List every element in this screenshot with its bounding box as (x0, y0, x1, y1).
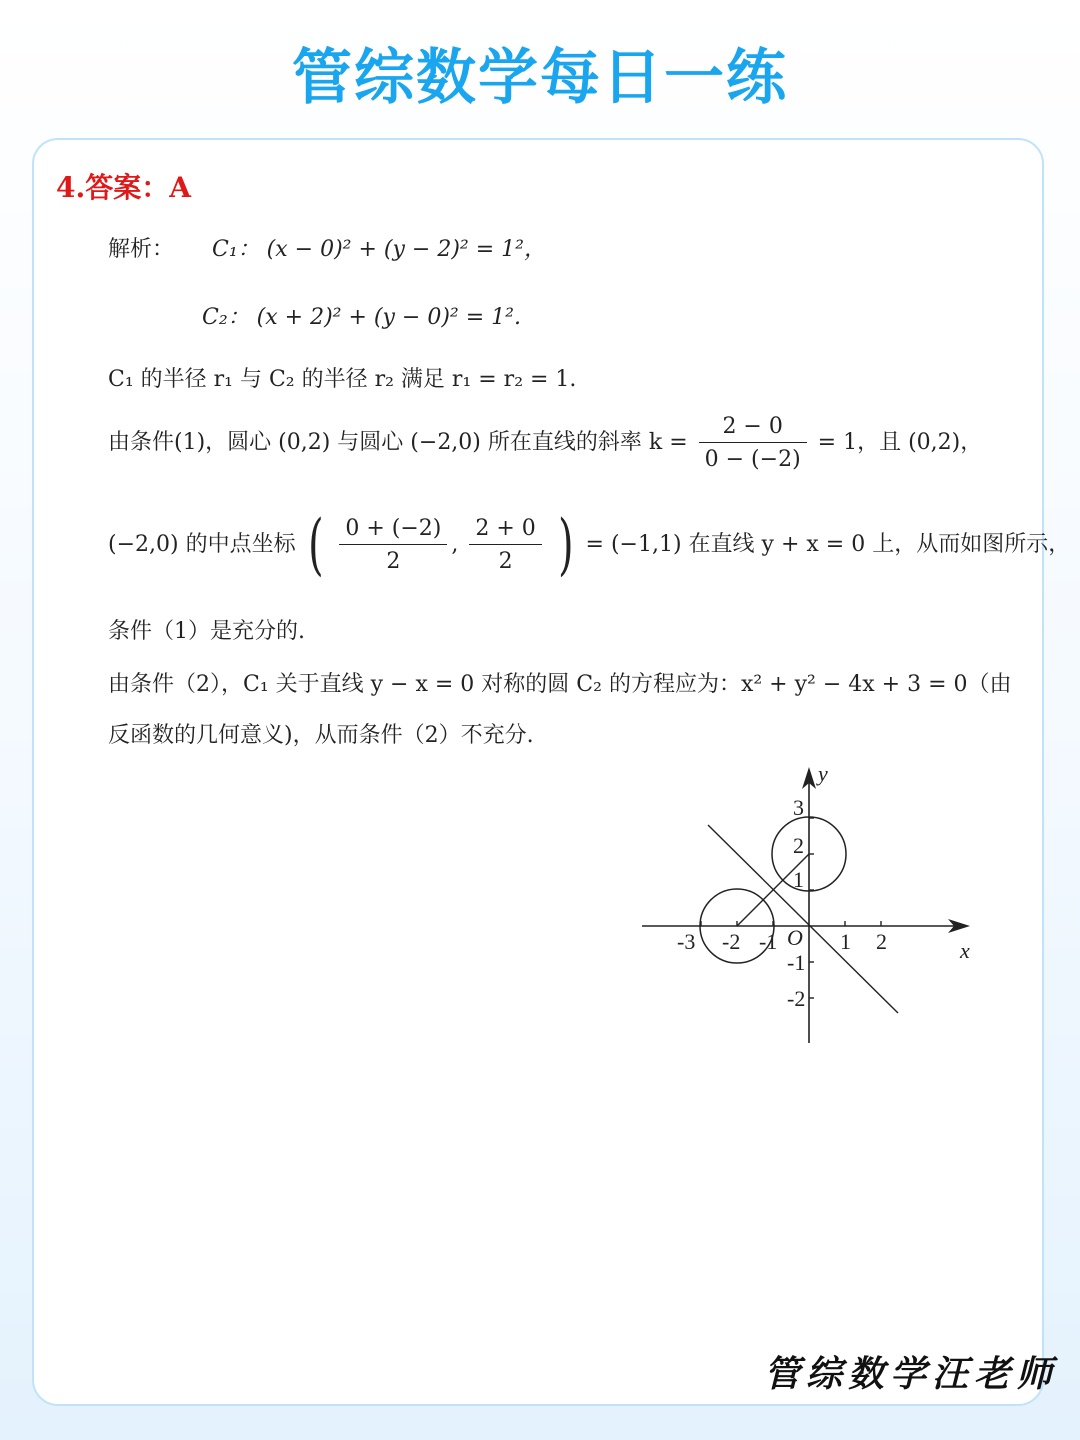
midpoint-y-numerator: 2 + 0 (469, 516, 541, 545)
condition1-text: 由条件(1)，圆心 (0,2) 与圆心 (−2,0) 所在直线的斜率 k = (108, 430, 688, 455)
midpoint-y-denominator: 2 (498, 549, 513, 574)
slope-denominator: 0 − (−2) (704, 447, 801, 472)
midpoint-x-numerator: 0 + (−2) (339, 516, 447, 545)
origin-label: O (787, 925, 803, 950)
y-tick-label-neg1: -1 (787, 950, 806, 975)
condition1-conclusion: 条件（1）是充分的. (108, 619, 305, 644)
midpoint-fraction-y (469, 516, 541, 574)
c2-label: C₂： (202, 305, 250, 330)
slope-fraction (699, 414, 807, 472)
x-tick-label-neg2: -2 (722, 929, 741, 954)
slope-numerator: 2 − 0 (699, 414, 807, 443)
author-signature: 管综数学汪老师 (764, 1353, 1059, 1395)
condition1-slope-line (108, 414, 982, 472)
coordinate-graph (630, 755, 990, 1055)
midpoint-x-denominator: 2 (386, 549, 401, 574)
x-tick-label-1: 1 (840, 929, 851, 954)
answer-label: 4.答案：A (56, 171, 191, 204)
condition2-line: 由条件（2），C₁ 关于直线 y − x = 0 对称的圆 C₂ 的方程应为：x² + y² − 4x + 3 = 0（由 (108, 672, 1012, 697)
solution-line-c1 (108, 232, 546, 263)
right-paren: ) (557, 506, 574, 583)
condition2-line-2: 反函数的几何意义)，从而条件（2）不充分. (108, 723, 534, 748)
condition1-text-end: = 1，且 (0,2)， (817, 430, 983, 455)
midpoint-fraction-x (339, 516, 447, 574)
midpoint-text-end: = (−1,1) 在直线 y + x = 0 上，从而如图所示， (585, 532, 1071, 557)
y-tick-label-3: 3 (793, 795, 804, 820)
x-tick-label-2: 2 (876, 929, 887, 954)
solution-intro: 解析： (108, 237, 175, 262)
x-tick-label-neg1: -1 (759, 929, 778, 954)
c1-equation: (x − 0)² + (y − 2)² = 1²， (266, 237, 546, 262)
y-tick-label-1: 1 (793, 867, 804, 892)
y-tick-label-2: 2 (793, 833, 804, 858)
x-tick-label-neg3: -3 (677, 929, 696, 954)
y-axis-label: y (818, 761, 828, 786)
c1-label: C₁： (212, 237, 260, 262)
page-title: 管综数学每日一练 (292, 43, 788, 113)
c2-equation: (x + 2)² + (y − 0)² = 1². (256, 305, 521, 330)
y-tick-label-neg2: -2 (787, 986, 806, 1011)
left-paren: ( (307, 506, 324, 583)
x-axis-label: x (960, 938, 970, 963)
radius-line: C₁ 的半径 r₁ 与 C₂ 的半径 r₂ 满足 r₁ = r₂ = 1. (108, 367, 577, 392)
solution-line-c2 (202, 300, 521, 331)
midpoint-line: (−2,0) 的中点坐标 ( $\frac{0 + (-2)}{2}$ , $\frac{2 + 0}{2}$ ) = (−1,1) 在直线 y + x = 0 上，从而如图所示， (108, 506, 1071, 583)
midpoint-text: (−2,0) 的中点坐标 (108, 532, 296, 557)
